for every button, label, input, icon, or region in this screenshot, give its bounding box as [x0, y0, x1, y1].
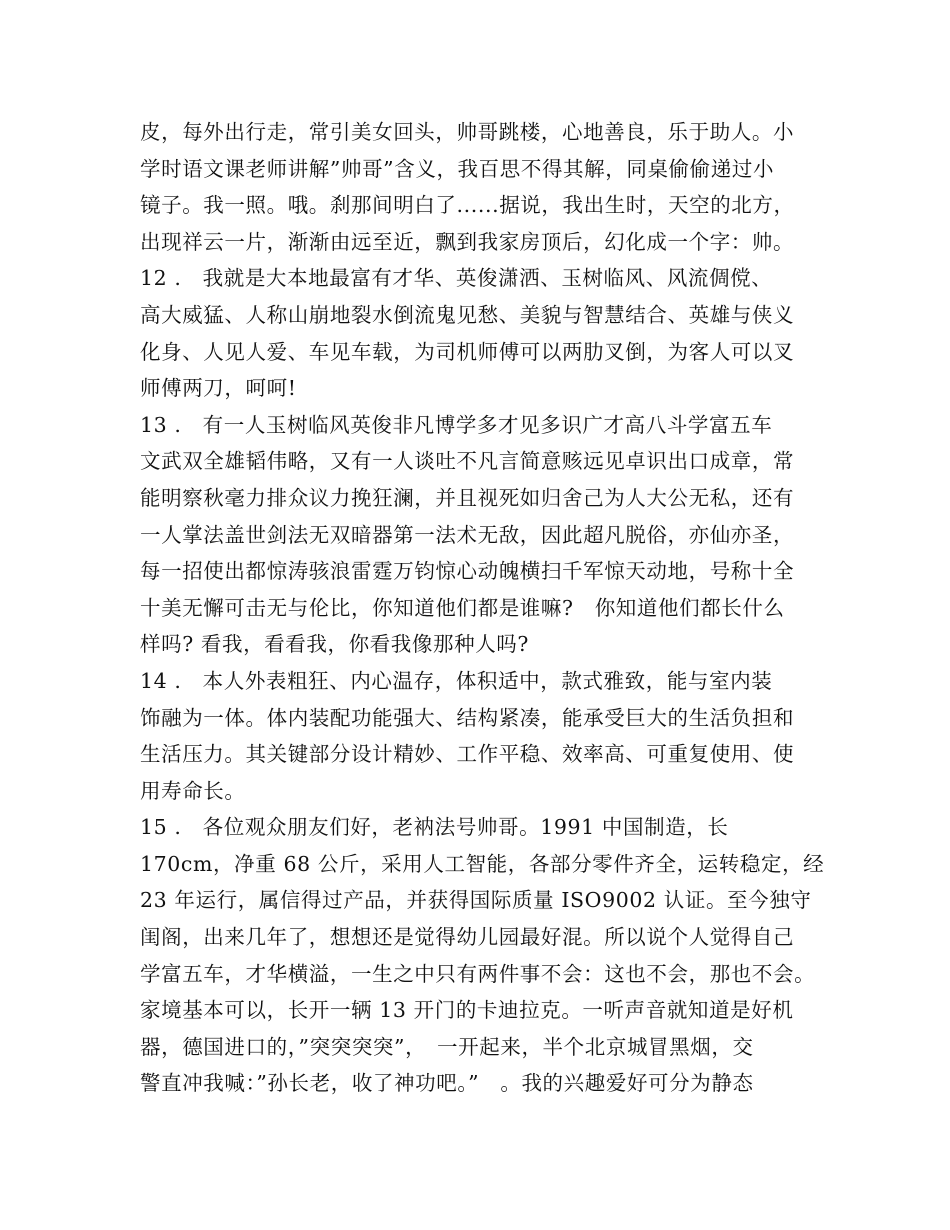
text-line: 生活压力。其关键部分设计精妙、工作平稳、效率高、可重复使用、使	[140, 742, 795, 767]
text-line: 出现祥云一片，渐渐由远至近，飘到我家房顶后，幻化成一个字：帅。	[140, 229, 795, 254]
text-line: 化身、人见人爱、车见车载，为司机师傅可以两肋叉倒，为客人可以叉	[140, 339, 795, 364]
text-line: 学富五车，才华横溢，一生之中只有两件事不会：这也不会，那也不会。	[140, 961, 816, 986]
text-line: 13 . 有一人玉树临风英俊非凡博学多才见多识广才高八斗学富五车	[140, 412, 773, 437]
text-line: 14 . 本人外表粗狂、内心温存，体积适中，款式雅致，能与室内装	[140, 668, 773, 693]
text-line: 样吗? 看我，看看我，你看我像那种人吗?	[140, 632, 529, 657]
text-line: 用寿命长。	[140, 778, 246, 803]
text-line: 家境基本可以，长开一辆 13 开门的卡迪拉克。一听声音就知道是好机	[140, 998, 794, 1023]
text-line: 文武双全雄韬伟略，又有一人谈吐不凡言简意赅远见卓识出口成章，常	[140, 449, 795, 474]
text-line: 器，德国进口的，”突突突突”， 一开起来，半个北京城冒黑烟，交	[140, 1034, 754, 1059]
text-line: 皮，每外出行走，常引美女回头，帅哥跳楼，心地善良，乐于助人。小	[140, 120, 795, 144]
text-line: 12 . 我就是大本地最富有才华、英俊潇洒、玉树临风、风流倜傥、	[140, 266, 773, 291]
text-line: 十美无懈可击无与伦比，你知道他们都是谁嘛? 你知道他们都长什么	[140, 595, 785, 620]
text-line: 饰融为一体。体内装配功能强大、结构紧凑，能承受巨大的生活负担和	[140, 705, 795, 730]
text-line: 23 年运行，属信得过产品，并获得国际质量 ISO9002 认证。至今独守	[140, 888, 812, 913]
text-line: 高大威猛、人称山崩地裂水倒流鬼见愁、美貌与智慧结合、英雄与侠义	[140, 302, 795, 327]
text-line: 学时语文课老师讲解”帅哥”含义，我百思不得其解，同桌偷偷递过小	[140, 156, 775, 181]
text-line: 镜子。我一照。哦。刹那间明白了......据说，我出生时，天空的北方，	[140, 193, 795, 218]
text-line: 闺阁，出来几年了，想想还是觉得幼儿园最好混。所以说个人觉得自己	[140, 925, 795, 950]
text-line: 每一招使出都惊涛骇浪雷霆万钧惊心动魄横扫千军惊天动地，号称十全	[140, 559, 795, 584]
body-text	[140, 114, 840, 1102]
text-line: 师傅两刀，呵呵!	[140, 376, 297, 401]
text-line: 一人掌法盖世剑法无双暗器第一法术无敌，因此超凡脱俗，亦仙亦圣，	[140, 522, 795, 547]
text-line: 15 . 各位观众朋友们好，老衲法号帅哥。1991 中国制造，长	[140, 815, 729, 840]
text-line: 能明察秋毫力排众议力挽狂澜，并且视死如归舍己为人大公无私，还有	[140, 485, 795, 510]
text-line: 170cm，净重 68 公斤，采用人工智能，各部分零件齐全，运转稳定，经	[140, 851, 825, 876]
text-line: 警直冲我喊：”孙长老，收了神功吧。” 。我的兴趣爱好可分为静态	[140, 1071, 754, 1096]
